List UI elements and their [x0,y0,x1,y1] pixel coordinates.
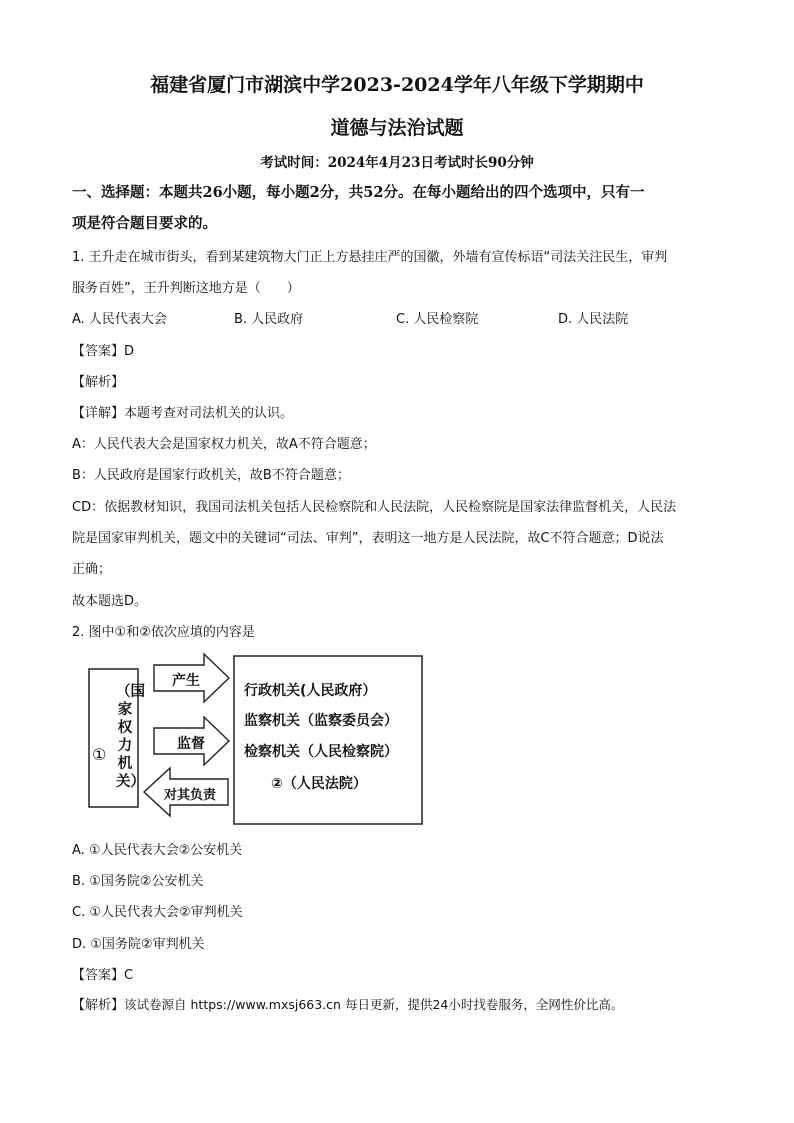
exam-info: 考试时间：2024年4月23日考试时长90分钟 [260,155,534,171]
diagram-arrow-produce-label: 产生 [172,673,200,689]
q1-stem-line2: 服务百姓”，王升判断这地方是（ ） [72,281,300,296]
q2-analysis-text: 该试卷源自 https://www.mxsj663.cn 每日更新，提供24小时找卷服务，全网性价比高。 [124,997,624,1012]
q2-option-d: D. ①国务院②审判机关 [72,937,205,952]
q1-option-a: A. 人民代表大会 [72,312,167,327]
q1-detail-text: 本题考查对司法机关的认识。 [124,406,294,421]
exam-title-line2: 道德与法治试题 [330,117,464,139]
section-heading-line1: 一、选择题：本题共26小题，每小题2分，共52分。在每小题给出的四个选项中，只有一 [72,184,645,201]
q2-answer-tag: 【答案】 [72,968,125,983]
q1-line-b: B：人民政府是国家行政机关，故B不符合题意； [72,468,350,483]
diagram-symbol-1: ① [92,745,107,764]
q1-option-b: B. 人民政府 [234,312,304,327]
q1-line-a: A：人民代表大会是国家权力机关，故A不符合题意； [72,437,376,452]
q1-line-cd1: CD：依据教材知识，我国司法机关包括人民检察院和人民法院，人民检察院是国家法律监督机关，人民法 [72,500,677,515]
q1-line-cd3: 正确； [72,562,112,577]
section-heading [72,177,732,239]
diagram-right-line-3: 检察机关（人民检察院） [244,744,398,760]
q2-option-c: C. ①人民代表大会②审判机关 [72,905,243,920]
diagram-right-line-4: ②（人民法院） [271,776,367,792]
diagram-left-vertical-label: （国家权力机关） [116,684,145,790]
q1-answer [72,340,732,359]
q2-option-b: B. ①国务院②公安机关 [72,874,204,889]
q1-detail [72,402,732,421]
q1-stem-line1: 1. 王升走在城市街头，看到某建筑物大门正上方悬挂庄严的国徽，外墙有宣传标语“司法关注民生，审判 [72,250,668,265]
q2-analysis [72,994,623,1013]
q2-analysis-tag: 【解析】 [72,998,125,1013]
diagram-arrow-responsible-label: 对其负责 [164,788,217,803]
exam-title-line1: 福建省厦门市湖滨中学2023-2024学年八年级下学期期中 [150,74,644,96]
diagram-right-line-1: 行政机关(人民政府） [244,683,377,699]
state-organs-diagram [86,651,432,829]
diagram-shapes [86,651,432,829]
q2-option-a: A. ①人民代表大会②公安机关 [72,843,243,858]
q1-answer-tag: 【答案】 [72,344,125,359]
q1-detail-tag: 【详解】 [72,406,125,421]
q1-option-c: C. 人民检察院 [396,312,479,327]
q1-conclusion: 故本题选D。 [72,594,148,609]
q2-answer-value: C [124,968,134,983]
q1-line-cd2: 院是国家审判机关，题文中的关键词“司法、审判”，表明这一地方是人民法院，故C不符合题意；D说法 [72,531,664,546]
section-heading-line2: 项是符合题目要求的。 [72,215,217,232]
q2-answer [72,964,732,983]
q2-stem: 2. 图中①和②依次应填的内容是 [72,625,255,640]
q1-option-d: D. 人民法院 [558,312,629,327]
q1-analysis-tag: 【解析】 [72,375,125,390]
q1-answer-value: D [124,344,135,359]
diagram-arrow-supervise-label: 监督 [177,736,205,752]
diagram-right-line-2: 监察机关（监察委员会） [244,713,398,729]
